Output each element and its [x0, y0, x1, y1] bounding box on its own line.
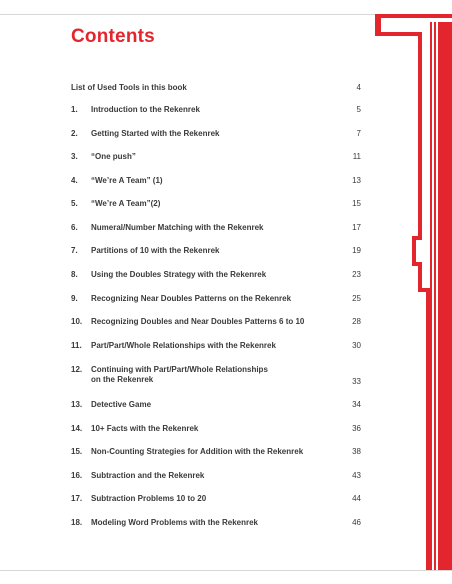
- toc-label: “We’re A Team” (1): [91, 176, 163, 185]
- toc-page-number: 30: [352, 341, 361, 350]
- red-edge-right: [438, 22, 452, 570]
- toc-number: 17.: [71, 494, 83, 503]
- toc-page-number: 13: [352, 176, 361, 185]
- toc-label: List of Used Tools in this book: [71, 83, 187, 92]
- toc-label: Subtraction Problems 10 to 20: [91, 494, 207, 503]
- red-inner-line: [430, 22, 432, 570]
- toc-label: Non-Counting Strategies for Addition with the Rekenrek: [91, 447, 304, 456]
- toc-number: 3.: [71, 152, 78, 161]
- bottom-rule: [0, 570, 452, 571]
- toc-label: Subtraction and the Rekenrek: [91, 471, 205, 480]
- red-band-left1: [418, 32, 422, 240]
- toc-number: 12.: [71, 365, 83, 374]
- toc-page-number: 7: [356, 129, 361, 138]
- toc-page-number: 38: [352, 447, 361, 456]
- toc-label: Introduction to the Rekenrek: [91, 105, 200, 114]
- toc-label: Recognizing Doubles and Near Doubles Patterns 6 to 10: [91, 317, 305, 326]
- toc-page-number: 19: [352, 246, 361, 255]
- toc-label: Using the Doubles Strategy with the Rekenrek: [91, 270, 267, 279]
- toc-number: 5.: [71, 199, 78, 208]
- toc-page-number: 23: [352, 270, 361, 279]
- toc-page-number: 25: [352, 294, 361, 303]
- toc-page-number: 43: [352, 471, 361, 480]
- toc-label: Recognizing Near Doubles Patterns on the Rekenrek: [91, 294, 292, 303]
- toc-number: 15.: [71, 447, 83, 456]
- toc-number: 7.: [71, 246, 78, 255]
- toc-number: 16.: [71, 471, 83, 480]
- toc-number: 4.: [71, 176, 78, 185]
- page-title: Contents: [71, 26, 155, 47]
- red-band-left4: [426, 288, 430, 570]
- toc-label: Getting Started with the Rekenrek: [91, 129, 220, 138]
- toc-number: 8.: [71, 270, 78, 279]
- toc-label: Part/Part/Whole Relationships with the Rekenrek: [91, 341, 276, 350]
- toc-page-number: 4: [356, 83, 361, 92]
- toc-number: 10.: [71, 317, 83, 326]
- toc-number: 13.: [71, 400, 83, 409]
- toc-page-number: 5: [356, 105, 361, 114]
- toc-number: 2.: [71, 129, 78, 138]
- red-band-step1: [375, 32, 422, 36]
- toc-label-line2: on the Rekenrek: [91, 375, 154, 384]
- red-band-left2: [412, 236, 416, 266]
- toc-page-number: 36: [352, 424, 361, 433]
- toc-page-number: 15: [352, 199, 361, 208]
- toc-label: Modeling Word Problems with the Rekenrek: [91, 518, 258, 527]
- toc-label: “We’re A Team”(2): [91, 199, 161, 208]
- toc-number: 9.: [71, 294, 78, 303]
- toc-page-number: 11: [352, 152, 361, 161]
- toc-page-number: 28: [352, 317, 361, 326]
- toc-number: 1.: [71, 105, 78, 114]
- toc-number: 11.: [71, 341, 82, 350]
- toc-number: 14.: [71, 424, 83, 433]
- toc-page-number: 34: [352, 400, 361, 409]
- red-band-top: [375, 14, 452, 18]
- toc-number: 6.: [71, 223, 78, 232]
- toc-label: “One push”: [91, 152, 136, 161]
- toc-number: 18.: [71, 518, 83, 527]
- red-band-left3: [418, 262, 422, 292]
- toc-page-number: 33: [352, 377, 361, 386]
- toc-label: 10+ Facts with the Rekenrek: [91, 424, 199, 433]
- toc-label: Detective Game: [91, 400, 152, 409]
- toc-label: Partitions of 10 with the Rekenrek: [91, 246, 220, 255]
- toc-label: Numeral/Number Matching with the Rekenrek: [91, 223, 264, 232]
- toc-page-number: 46: [352, 518, 361, 527]
- toc-label: Continuing with Part/Part/Whole Relationships: [91, 365, 268, 374]
- toc-page-number: 17: [352, 223, 361, 232]
- toc-page-number: 44: [352, 494, 361, 503]
